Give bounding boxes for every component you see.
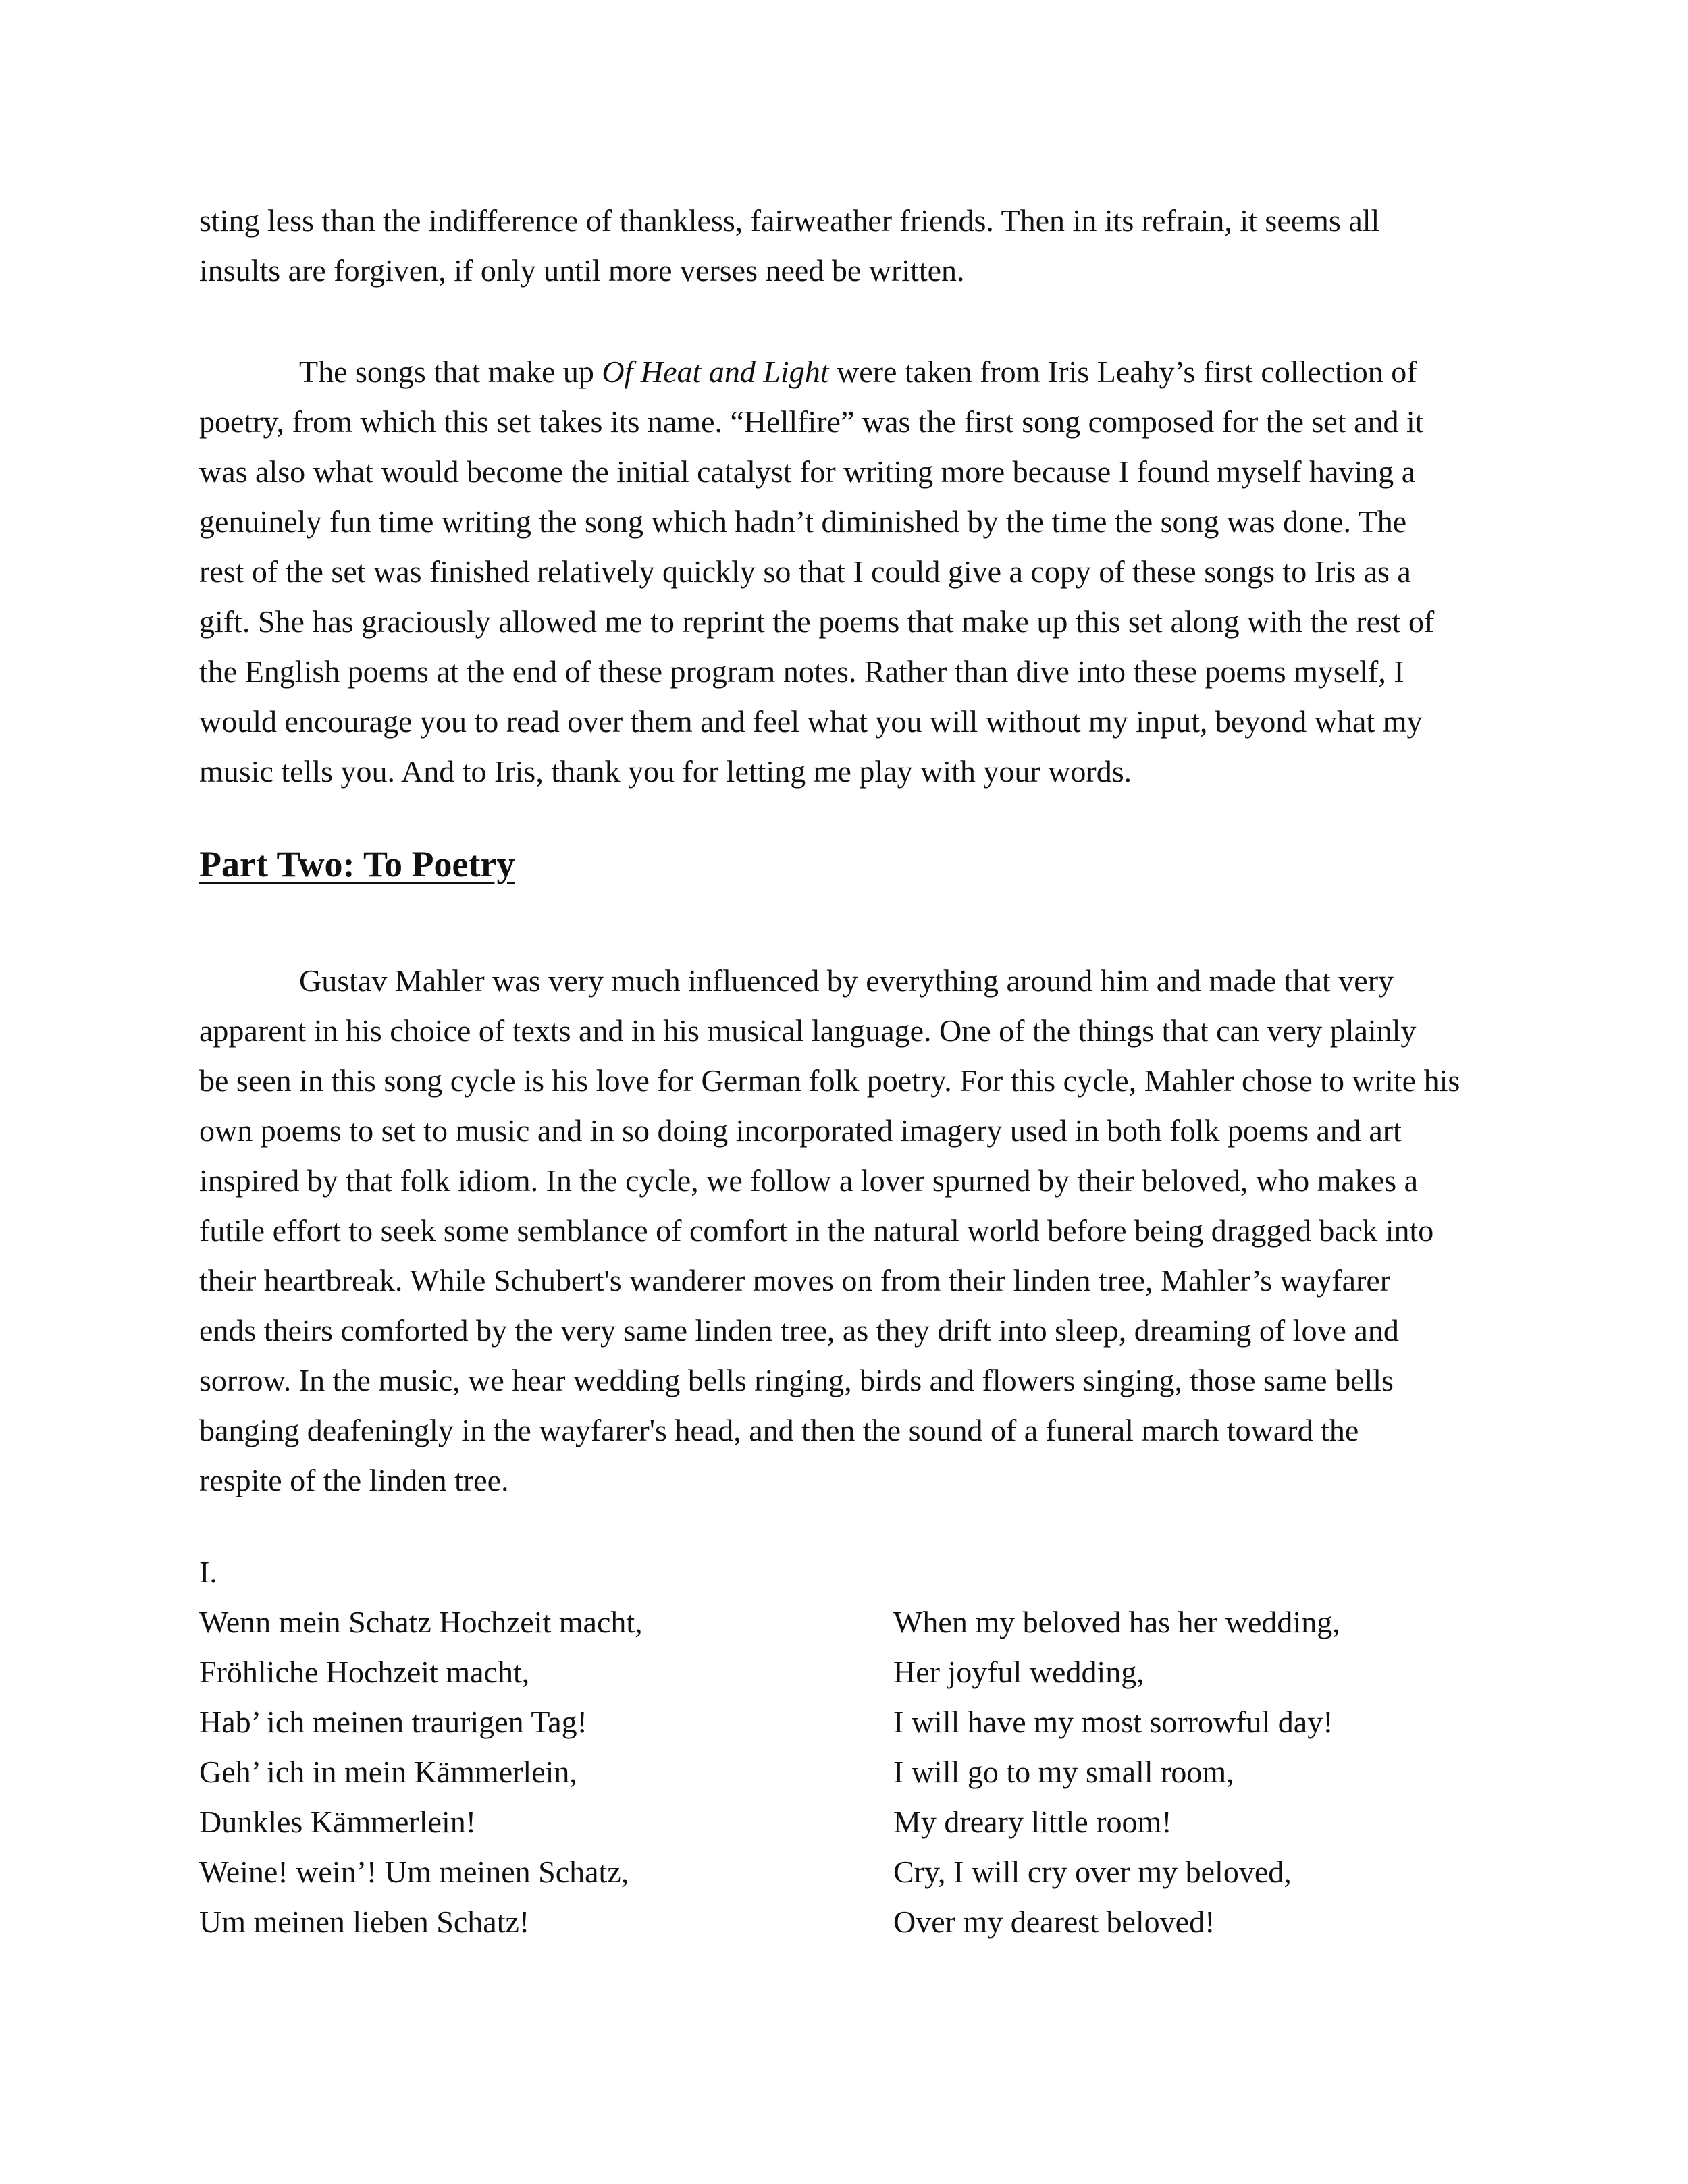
text-run: The songs that make up (299, 354, 602, 389)
work-title: Of Heat and Light (602, 354, 829, 389)
paragraph-first-line: Gustav Mahler was very much influenced by everything around him and made that very (299, 963, 1394, 998)
paragraph-of-heat-and-light (199, 347, 1489, 797)
section-heading: Part Two: To Poetry (199, 844, 515, 884)
paragraph-first-line (199, 347, 1489, 397)
poem-line-german: Weine! wein’! Um meinen Schatz, (199, 1855, 629, 1889)
poem-line-german: Fröhliche Hochzeit macht, (199, 1655, 530, 1689)
paragraph-line: gift. She has graciously allowed me to reprint the poems that make up this set along with the rest of (199, 604, 1435, 639)
paragraph-line: would encourage you to read over them and feel what you will without my input, beyond what my (199, 704, 1423, 739)
paragraph-line: genuinely fun time writing the song which hadn’t diminished by the time the song was done. The (199, 504, 1407, 539)
paragraph-line: sting less than the indifference of thankless, fairweather friends. Then in its refrain, it seems all (199, 203, 1380, 238)
text-run: were taken from Iris Leahy’s first collection of (828, 354, 1417, 389)
paragraph-line: own poems to set to music and in so doing incorporated imagery used in both folk poems and art (199, 1113, 1402, 1148)
poem-line-german: Wenn mein Schatz Hochzeit macht, (199, 1605, 643, 1639)
poem-line-german: Geh’ ich in mein Kämmerlein, (199, 1755, 577, 1789)
paragraph-line: rest of the set was finished relatively quickly so that I could give a copy of these songs to Iris as a (199, 554, 1411, 589)
paragraph-line: poetry, from which this set takes its name. “Hellfire” was the first song composed for the set and it (199, 404, 1424, 439)
paragraph-line: inspired by that folk idiom. In the cycle, we follow a lover spurned by their beloved, who makes a (199, 1163, 1419, 1198)
paragraph-line: be seen in this song cycle is his love for German folk poetry. For this cycle, Mahler chose to write his (199, 1063, 1460, 1098)
poem-line-english: My dreary little room! (893, 1805, 1172, 1839)
poem-english-column (893, 1597, 1501, 1947)
paragraph-line: music tells you. And to Iris, thank you for letting me play with your words. (199, 754, 1132, 789)
poem-line-english: Her joyful wedding, (893, 1655, 1144, 1689)
poem-line-german: Hab’ ich meinen traurigen Tag! (199, 1705, 587, 1739)
paragraph-line: futile effort to seek some semblance of comfort in the natural world before being dragged back into (199, 1213, 1434, 1248)
poem-line-german: Um meinen lieben Schatz! (199, 1905, 530, 1939)
poem-line-english: Over my dearest beloved! (893, 1905, 1215, 1939)
paragraph-line: insults are forgiven, if only until more verses need be written. (199, 253, 965, 288)
paragraph-mahler (199, 956, 1489, 1506)
poem-numeral: I. (199, 1555, 217, 1589)
paragraph-line: banging deafeningly in the wayfarer's head, and then the sound of a funeral march toward the (199, 1413, 1359, 1447)
paragraph-line: ends theirs comforted by the very same linden tree, as they drift into sleep, dreaming of love and (199, 1313, 1399, 1348)
paragraph-line: the English poems at the end of these program notes. Rather than dive into these poems myself, I (199, 654, 1404, 689)
poem-german-column (199, 1547, 807, 1947)
paragraph-line: apparent in his choice of texts and in his musical language. One of the things that can very plainly (199, 1013, 1417, 1048)
paragraph-line: sorrow. In the music, we hear wedding bells ringing, birds and flowers singing, those same bells (199, 1363, 1394, 1397)
poem-line-english: Cry, I will cry over my beloved, (893, 1855, 1292, 1889)
poem-line-english: When my beloved has her wedding, (893, 1605, 1340, 1639)
paragraph-line: was also what would become the initial catalyst for writing more because I found myself having a (199, 454, 1416, 489)
poem-line-german: Dunkles Kämmerlein! (199, 1805, 477, 1839)
poem-line-english: I will go to my small room, (893, 1755, 1234, 1789)
paragraph-continuation (199, 196, 1489, 296)
poem-line-english: I will have my most sorrowful day! (893, 1705, 1334, 1739)
paragraph-line: their heartbreak. While Schubert's wanderer moves on from their linden tree, Mahler’s wayfarer (199, 1263, 1391, 1298)
paragraph-line: respite of the linden tree. (199, 1463, 509, 1497)
